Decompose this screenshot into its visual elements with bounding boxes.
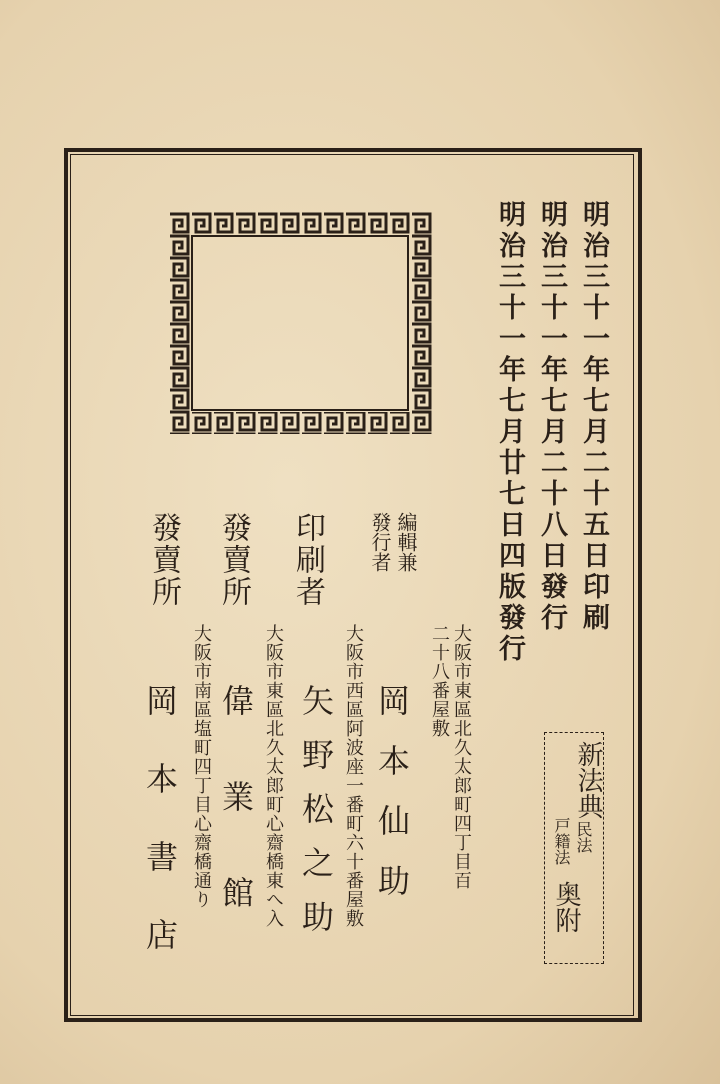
printer-name: 矢野松之助 [297, 684, 335, 954]
printer-role: 印刷者 [290, 512, 325, 608]
editor-address-1: 大阪市東區北久太郎町四丁目百 [451, 624, 472, 890]
seller1-address: 大阪市東區北久太郎町心齋橋東へ入 [263, 624, 284, 928]
seller2-role: 發賣所 [146, 512, 181, 608]
greek-key-ornament [168, 212, 432, 434]
title-small-a: 民法 [574, 821, 593, 853]
editor-role-a: 編輯兼 [394, 512, 418, 572]
editor-role-b: 發行者 [368, 512, 392, 572]
editor-address-2: 二十八番屋敷 [429, 624, 450, 738]
print-date: 明治三十一年七月二十五日印刷 [578, 200, 609, 634]
seller2-name: 岡本書店 [141, 684, 179, 996]
seller1-name: 偉業館 [217, 684, 255, 972]
seller2-address: 大阪市南區塩町四丁目心齋橋通り [191, 624, 212, 909]
title-line1: 新法典 [573, 741, 603, 819]
seller1-role: 發賣所 [216, 512, 251, 608]
title-line2: 奥附 [551, 881, 581, 933]
title-small-b: 戸籍法 [552, 817, 571, 865]
title-label-box [544, 732, 604, 964]
editor-name: 岡本仙助 [373, 684, 411, 924]
printer-address: 大阪市西區阿波座一番町六十番屋敷 [343, 624, 364, 928]
publish-date: 明治三十一年七月二十八日發行 [536, 200, 567, 634]
fourth-edition-date: 明治三十一年七月廿七日四版發行 [494, 200, 525, 665]
